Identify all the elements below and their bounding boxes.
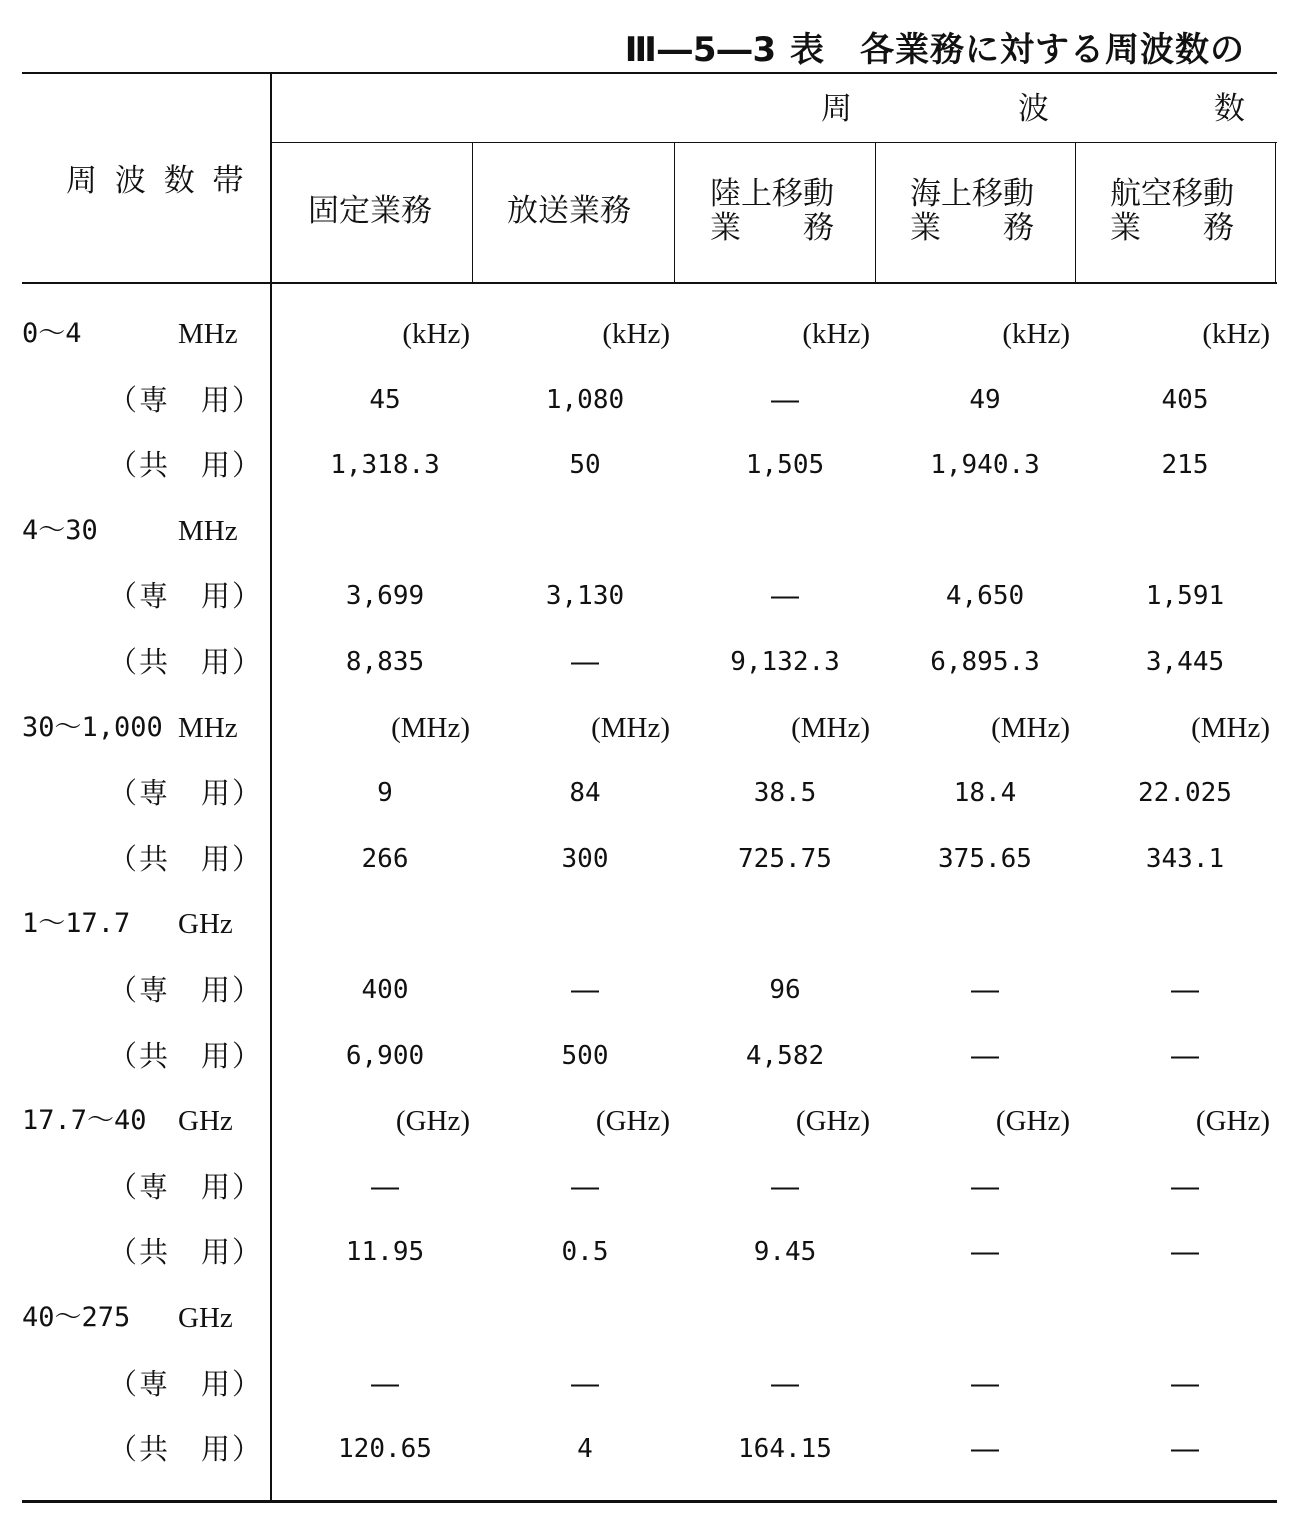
table-cell: 6,895.3 — [930, 647, 1040, 677]
band-unit: MHz — [178, 711, 238, 744]
band-range: 30〜1,000 — [22, 711, 163, 743]
table-cell: 9.45 — [753, 1237, 817, 1268]
row-label: （共 用） — [108, 1038, 264, 1073]
row-label: （専 用） — [108, 382, 264, 417]
group-header-char-3: 数 — [1214, 91, 1245, 127]
table-cell: 266 — [361, 843, 409, 874]
table-cell: ― — [771, 1366, 799, 1400]
unit-label: (kHz) — [602, 318, 670, 350]
table-cell: 3,445 — [1145, 647, 1225, 677]
bottom-rule — [22, 1500, 1277, 1503]
table-cell: ― — [971, 1432, 999, 1466]
table-cell: 18.4 — [953, 778, 1017, 809]
row-label: （共 用） — [108, 645, 264, 679]
unit-label: (GHz) — [795, 1105, 870, 1138]
table-cell: 300 — [561, 843, 609, 874]
unit-label: (GHz) — [1195, 1105, 1270, 1138]
service-divider-2 — [674, 143, 675, 282]
table-cell: 725.75 — [738, 843, 832, 874]
table-cell: ― — [971, 973, 999, 1006]
unit-label: (GHz) — [995, 1105, 1070, 1138]
table-cell: 1,591 — [1145, 581, 1225, 612]
table-cell: ― — [1171, 1432, 1199, 1466]
table-cell: 164.15 — [738, 1434, 832, 1465]
unit-label: (GHz) — [395, 1105, 470, 1138]
table-cell: 9,132.3 — [730, 647, 840, 677]
table-cell: 0.5 — [561, 1237, 609, 1268]
row-label: （専 用） — [108, 1169, 264, 1204]
table-cell: ― — [971, 1169, 999, 1203]
band-unit: MHz — [178, 514, 238, 547]
service-divider-1 — [472, 143, 473, 282]
table-cell: 1,940.3 — [930, 450, 1040, 481]
table-cell: 4,650 — [945, 581, 1025, 612]
table-cell: 84 — [569, 778, 601, 809]
table-cell: ― — [771, 382, 799, 416]
header-bottom-rule — [22, 282, 1277, 284]
unit-label: (kHz) — [1202, 318, 1270, 350]
table-cell: 8,835 — [345, 647, 425, 677]
table-cell: ― — [371, 1366, 399, 1400]
table-cell: 120.65 — [338, 1434, 432, 1465]
unit-label: (MHz) — [391, 711, 470, 744]
table-cell: 9 — [377, 778, 393, 809]
band-unit: GHz — [178, 1105, 233, 1138]
table-cell: 38.5 — [753, 778, 817, 809]
band-column-divider — [270, 74, 272, 1500]
unit-label: (kHz) — [802, 318, 870, 350]
unit-label: (MHz) — [591, 711, 670, 744]
table-title: Ⅲ―5―3 表 各業務に対する周波数の — [624, 30, 1245, 70]
table-cell: 375.65 — [938, 843, 1032, 874]
band-range: 4〜30 — [22, 514, 98, 546]
table-cell: 400 — [361, 975, 409, 1005]
table-cell: 1,318.3 — [330, 450, 440, 481]
table-cell: 405 — [1161, 384, 1209, 415]
table-cell: 6,900 — [345, 1040, 425, 1071]
row-label: （共 用） — [108, 448, 264, 483]
service-header-maritime-mobile-1: 海上移動 — [910, 176, 1034, 212]
table-cell: 11.95 — [345, 1237, 425, 1268]
service-header-maritime-mobile-2: 業 務 — [910, 210, 1034, 246]
unit-label: (kHz) — [1002, 318, 1070, 350]
band-column-header: 周 波 数 帯 — [66, 163, 248, 199]
band-range: 1〜17.7 — [22, 908, 131, 940]
row-label: （専 用） — [108, 1366, 264, 1401]
table-cell: 3,130 — [545, 581, 625, 612]
band-range: 0〜4 — [22, 318, 82, 349]
table-cell: 96 — [769, 975, 801, 1005]
table-cell: 49 — [969, 384, 1001, 415]
table-cell: 4 — [577, 1434, 593, 1465]
table-cell: 1,505 — [745, 450, 825, 481]
table-cell: ― — [571, 1169, 599, 1203]
table-cell: ― — [1171, 1038, 1199, 1072]
unit-label: (MHz) — [791, 711, 870, 744]
group-header-char-1: 周 — [821, 91, 852, 127]
table-cell: ― — [571, 973, 599, 1006]
unit-label: (MHz) — [991, 711, 1070, 744]
table-cell: 45 — [369, 384, 401, 415]
table-cell: 3,699 — [345, 581, 425, 612]
table-cell: ― — [971, 1235, 999, 1269]
unit-label: (MHz) — [1191, 711, 1270, 744]
top-rule — [22, 72, 1277, 74]
service-header-broadcast: 放送業務 — [507, 193, 631, 229]
band-unit: GHz — [178, 908, 233, 941]
row-label: （専 用） — [108, 776, 264, 811]
table-cell: 1,080 — [545, 384, 625, 415]
service-header-land-mobile-2: 業 務 — [710, 210, 834, 246]
table-cell: ― — [1171, 1169, 1199, 1203]
band-unit: MHz — [178, 318, 238, 350]
row-label: （共 用） — [108, 1432, 264, 1467]
group-header-rule — [272, 142, 1277, 143]
table-cell: ― — [1171, 1366, 1199, 1400]
row-label: （専 用） — [108, 973, 264, 1007]
table-cell: ― — [1171, 1235, 1199, 1269]
table-cell: 500 — [561, 1040, 609, 1071]
row-label: （共 用） — [108, 1235, 264, 1270]
table-cell: ― — [971, 1038, 999, 1072]
band-unit: GHz — [178, 1302, 233, 1334]
table-cell: ― — [771, 1169, 799, 1203]
service-header-aero-mobile-1: 航空移動 — [1110, 176, 1234, 212]
band-range: 40〜275 — [22, 1302, 131, 1333]
table-cell: 22.025 — [1138, 778, 1232, 809]
table-cell: ― — [571, 1366, 599, 1400]
band-range: 17.7〜40 — [22, 1105, 147, 1137]
table-cell: ― — [371, 1169, 399, 1203]
row-label: （専 用） — [108, 579, 264, 614]
service-header-aero-mobile-2: 業 務 — [1110, 210, 1234, 246]
table-cell: ― — [1171, 973, 1199, 1006]
row-label: （共 用） — [108, 841, 264, 876]
right-header-edge — [1275, 143, 1276, 282]
table-cell: 215 — [1161, 450, 1209, 481]
table-cell: 4,582 — [745, 1040, 825, 1071]
group-header-char-2: 波 — [1018, 91, 1049, 127]
service-divider-4 — [1075, 143, 1076, 282]
table-cell: 343.1 — [1145, 843, 1225, 874]
table-cell: ― — [971, 1366, 999, 1400]
table-cell: ― — [771, 579, 799, 613]
service-header-fixed: 固定業務 — [308, 193, 432, 229]
service-header-land-mobile-1: 陸上移動 — [710, 176, 834, 212]
service-divider-3 — [875, 143, 876, 282]
unit-label: (kHz) — [402, 318, 470, 350]
table-cell: ― — [571, 645, 599, 678]
table-cell: 50 — [569, 450, 601, 481]
unit-label: (GHz) — [595, 1105, 670, 1138]
